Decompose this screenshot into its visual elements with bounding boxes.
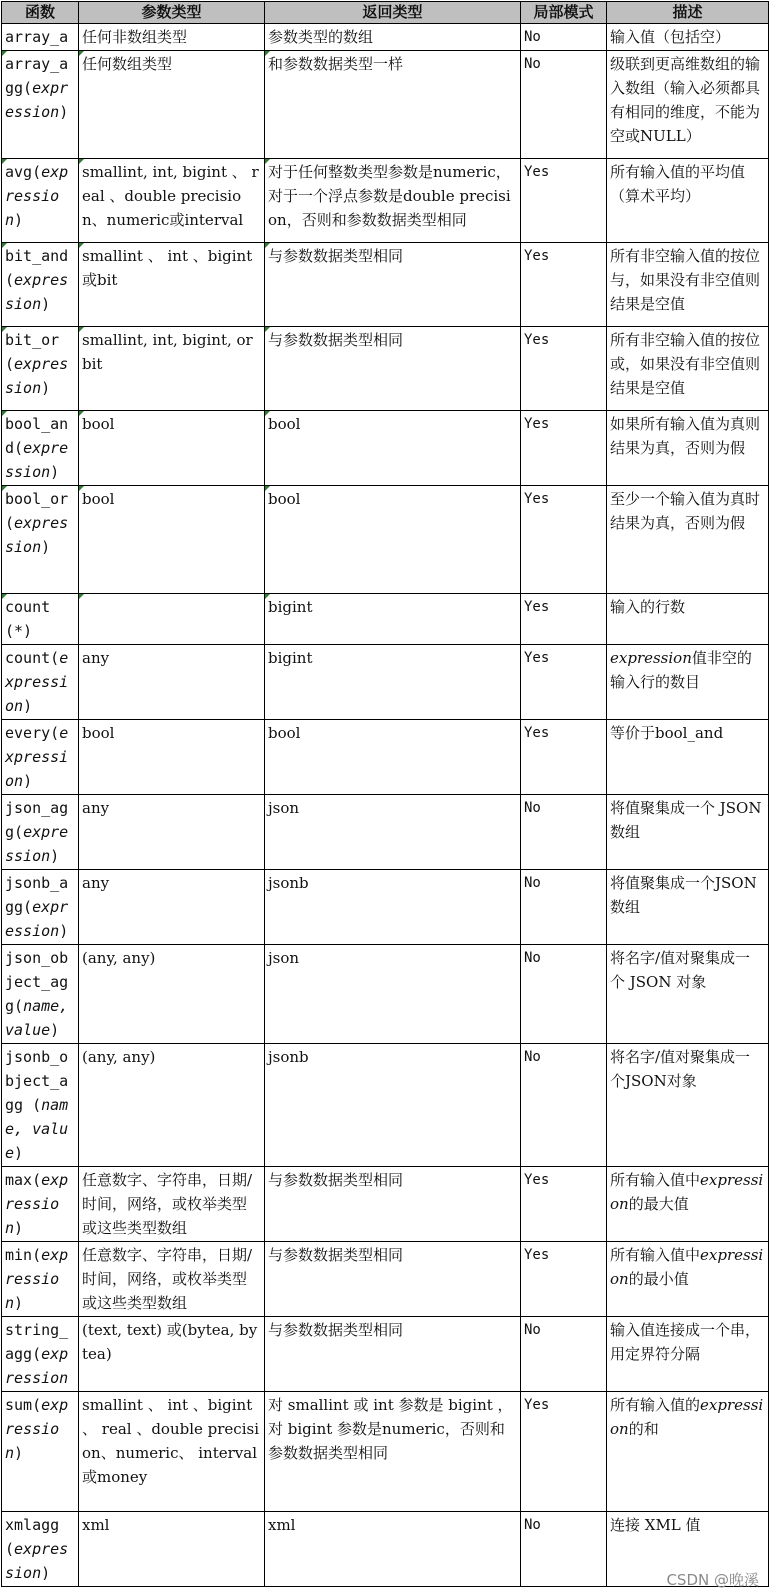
watermark: CSDN @晚溪 bbox=[666, 1571, 759, 1589]
cell-partial-mode: No bbox=[521, 1512, 607, 1587]
function-close-paren: ) bbox=[41, 379, 51, 397]
function-name: min( bbox=[5, 1246, 42, 1264]
cell-description bbox=[607, 1044, 769, 1167]
function-name: jsonb_agg( bbox=[5, 874, 69, 916]
cell-argument-type: any bbox=[79, 795, 265, 870]
function-argument: expression bbox=[5, 163, 69, 229]
cell-return-type: bigint bbox=[265, 594, 521, 645]
cell-partial-mode: Yes bbox=[521, 327, 607, 411]
cell-return-type: json bbox=[265, 945, 521, 1044]
function-name: xmlagg( bbox=[5, 1516, 60, 1558]
table-row bbox=[2, 243, 769, 327]
function-close-paren: ) bbox=[41, 295, 51, 313]
table-row bbox=[2, 795, 769, 870]
cell-argument-type: (text, text) 或(bytea, bytea) bbox=[79, 1317, 265, 1392]
cell-argument-type: 任意数字、字符串，日期/时间，网络，或枚举类型或这些类型数组 bbox=[79, 1242, 265, 1317]
header-return-type: 返回类型 bbox=[265, 2, 521, 24]
cell-description bbox=[607, 720, 769, 795]
table-row bbox=[2, 1242, 769, 1317]
table-row bbox=[2, 1512, 769, 1587]
cell-partial-mode: No bbox=[521, 24, 607, 51]
function-argument: expression bbox=[5, 1396, 69, 1462]
cell-description bbox=[607, 486, 769, 594]
description-post: 的和 bbox=[628, 1420, 659, 1438]
function-close-paren: ) bbox=[23, 772, 33, 790]
cell-return-type: jsonb bbox=[265, 870, 521, 945]
table-row bbox=[2, 720, 769, 795]
cell-argument-type: any bbox=[79, 645, 265, 720]
cell-argument-type: smallint 、 int 、bigint或bit bbox=[79, 243, 265, 327]
description-pre: 输入的行数 bbox=[610, 598, 686, 616]
cell-description bbox=[607, 870, 769, 945]
description-pre: 将名字/值对聚集成一个JSON对象 bbox=[610, 1048, 751, 1090]
table-row bbox=[2, 159, 769, 243]
cell-description bbox=[607, 411, 769, 486]
table-row bbox=[2, 411, 769, 486]
cell-argument-type: (any, any) bbox=[79, 945, 265, 1044]
description-pre: 等价于bool_and bbox=[610, 724, 724, 742]
function-argument: expression bbox=[5, 439, 69, 481]
cell-description bbox=[607, 1242, 769, 1317]
cell-function bbox=[2, 159, 79, 243]
header-description: 描述 bbox=[607, 2, 769, 24]
function-close-paren: ) bbox=[14, 1144, 24, 1162]
cell-description bbox=[607, 594, 769, 645]
cell-argument-type: any bbox=[79, 870, 265, 945]
function-close-paren: ) bbox=[50, 847, 60, 865]
cell-return-type: 参数类型的数组 bbox=[265, 24, 521, 51]
function-name: max( bbox=[5, 1171, 42, 1189]
cell-argument-type: 任何非数组类型 bbox=[79, 24, 265, 51]
function-argument: expression bbox=[5, 1540, 69, 1582]
cell-return-type: 与参数数据类型相同 bbox=[265, 1167, 521, 1242]
table-row bbox=[2, 486, 769, 594]
function-name: count( bbox=[5, 649, 60, 667]
cell-return-type: 对于任何整数类型参数是numeric，对于一个浮点参数是double precision，否则和参数数据类型相同 bbox=[265, 159, 521, 243]
cell-argument-type: bool bbox=[79, 411, 265, 486]
cell-partial-mode: Yes bbox=[521, 159, 607, 243]
cell-return-type: 与参数数据类型相同 bbox=[265, 1242, 521, 1317]
cell-description bbox=[607, 645, 769, 720]
function-name: every( bbox=[5, 724, 60, 742]
function-argument: expression bbox=[5, 724, 69, 790]
cell-description bbox=[607, 1392, 769, 1512]
function-close-paren: ) bbox=[14, 1219, 24, 1237]
function-close-paren: ) bbox=[59, 103, 69, 121]
cell-description bbox=[607, 243, 769, 327]
cell-partial-mode: No bbox=[521, 870, 607, 945]
function-name: bool_and( bbox=[5, 415, 69, 457]
table-row bbox=[2, 1044, 769, 1167]
description-pre: 将值聚集成一个JSON数组 bbox=[610, 874, 757, 916]
description-italic: expression bbox=[610, 649, 692, 667]
description-pre: 所有输入值的平均值（算术平均） bbox=[610, 163, 746, 205]
cell-partial-mode: Yes bbox=[521, 1392, 607, 1512]
function-name: avg( bbox=[5, 163, 42, 181]
function-close-paren: ) bbox=[14, 1294, 24, 1312]
cell-description bbox=[607, 51, 769, 159]
cell-function bbox=[2, 51, 79, 159]
cell-partial-mode: Yes bbox=[521, 411, 607, 486]
cell-description bbox=[607, 795, 769, 870]
table-row bbox=[2, 1392, 769, 1512]
table-body bbox=[2, 24, 769, 1587]
function-close-paren: ) bbox=[41, 538, 51, 556]
cell-function bbox=[2, 645, 79, 720]
table-row bbox=[2, 870, 769, 945]
description-pre: 连接 XML 值 bbox=[610, 1516, 701, 1534]
function-argument: expression bbox=[5, 79, 69, 121]
cell-argument-type: 任意数字、字符串，日期/时间，网络，或枚举类型或这些类型数组 bbox=[79, 1167, 265, 1242]
description-italic: expression bbox=[610, 1171, 764, 1213]
cell-return-type: bool bbox=[265, 411, 521, 486]
description-post: 的最大值 bbox=[628, 1195, 689, 1213]
function-close-paren: ) bbox=[23, 697, 33, 715]
table-row bbox=[2, 51, 769, 159]
cell-return-type: bool bbox=[265, 720, 521, 795]
table-row bbox=[2, 1317, 769, 1392]
function-name: array_agg( bbox=[5, 55, 69, 97]
function-name: bit_and( bbox=[5, 247, 69, 289]
cell-function bbox=[2, 870, 79, 945]
function-argument: expression bbox=[5, 649, 69, 715]
cell-function bbox=[2, 1044, 79, 1167]
cell-function bbox=[2, 411, 79, 486]
function-argument: name, value bbox=[5, 997, 69, 1039]
table-row bbox=[2, 24, 769, 51]
function-argument: expression bbox=[5, 271, 69, 313]
table-row bbox=[2, 327, 769, 411]
cell-function bbox=[2, 327, 79, 411]
cell-partial-mode: Yes bbox=[521, 720, 607, 795]
cell-argument-type: xml bbox=[79, 1512, 265, 1587]
cell-return-type: bigint bbox=[265, 645, 521, 720]
cell-function bbox=[2, 24, 79, 51]
description-pre: 至少一个输入值为真时结果为真，否则为假 bbox=[610, 490, 761, 532]
description-pre: 输入值（包括空） bbox=[610, 28, 731, 46]
function-close-paren: ) bbox=[50, 463, 60, 481]
cell-return-type: 对 smallint 或 int 参数是 bigint ，对 bigint 参数是numeric，否则和参数数据类型相同 bbox=[265, 1392, 521, 1512]
table-row bbox=[2, 594, 769, 645]
cell-return-type: 与参数数据类型相同 bbox=[265, 1317, 521, 1392]
table-row bbox=[2, 1167, 769, 1242]
header-function: 函数 bbox=[2, 2, 79, 24]
cell-partial-mode: Yes bbox=[521, 486, 607, 594]
cell-description bbox=[607, 945, 769, 1044]
description-italic: expression bbox=[610, 1246, 764, 1288]
cell-function bbox=[2, 1392, 79, 1512]
description-pre: 所有输入值的 bbox=[610, 1396, 701, 1414]
function-name: jsonb_object_agg ( bbox=[5, 1048, 69, 1114]
cell-return-type: bool bbox=[265, 486, 521, 594]
cell-function bbox=[2, 720, 79, 795]
description-pre: 所有非空输入值的按位与，如果没有非空值则结果是空值 bbox=[610, 247, 761, 313]
function-name: bit_or( bbox=[5, 331, 60, 373]
cell-partial-mode: No bbox=[521, 51, 607, 159]
cell-partial-mode: Yes bbox=[521, 645, 607, 720]
header-argument-type: 参数类型 bbox=[79, 2, 265, 24]
function-name: sum( bbox=[5, 1396, 42, 1414]
cell-function bbox=[2, 1167, 79, 1242]
cell-argument-type: bool bbox=[79, 486, 265, 594]
description-pre: 如果所有输入值为真则结果为真，否则为假 bbox=[610, 415, 761, 457]
cell-argument-type bbox=[79, 594, 265, 645]
cell-return-type: 与参数数据类型相同 bbox=[265, 327, 521, 411]
cell-function bbox=[2, 486, 79, 594]
cell-partial-mode: Yes bbox=[521, 594, 607, 645]
function-name: json_agg( bbox=[5, 799, 69, 841]
cell-argument-type: smallint 、 int 、bigint 、 real 、double precision、numeric、 interval或money bbox=[79, 1392, 265, 1512]
cell-description bbox=[607, 1317, 769, 1392]
function-name: bool_or( bbox=[5, 490, 69, 532]
function-name: string_agg( bbox=[5, 1321, 69, 1363]
description-pre: 将名字/值对聚集成一个 JSON 对象 bbox=[610, 949, 751, 991]
function-close-paren: ) bbox=[14, 1444, 24, 1462]
cell-argument-type: smallint, int, bigint, or bit bbox=[79, 327, 265, 411]
cell-partial-mode: No bbox=[521, 1317, 607, 1392]
description-italic: expression bbox=[610, 1396, 764, 1438]
function-argument: expression bbox=[5, 1246, 69, 1312]
description-pre: 所有输入值中 bbox=[610, 1246, 701, 1264]
table-row bbox=[2, 945, 769, 1044]
table-row bbox=[2, 645, 769, 720]
function-argument: expression bbox=[5, 1171, 69, 1237]
cell-function bbox=[2, 1242, 79, 1317]
function-argument: name, value bbox=[5, 1096, 69, 1162]
cell-function bbox=[2, 243, 79, 327]
cell-partial-mode: Yes bbox=[521, 243, 607, 327]
function-close-paren: ) bbox=[14, 211, 24, 229]
aggregate-functions-table bbox=[1, 1, 769, 1587]
cell-return-type: 和参数数据类型一样 bbox=[265, 51, 521, 159]
header-partial-mode: 局部模式 bbox=[521, 2, 607, 24]
function-name: count(*) bbox=[5, 598, 51, 640]
cell-description bbox=[607, 1167, 769, 1242]
cell-return-type: jsonb bbox=[265, 1044, 521, 1167]
function-close-paren: ) bbox=[59, 922, 69, 940]
cell-argument-type: (any, any) bbox=[79, 1044, 265, 1167]
description-pre: 所有非空输入值的按位或，如果没有非空值则结果是空值 bbox=[610, 331, 761, 397]
function-argument: expression bbox=[5, 1345, 69, 1387]
cell-partial-mode: No bbox=[521, 1044, 607, 1167]
cell-function bbox=[2, 594, 79, 645]
cell-argument-type: 任何数组类型 bbox=[79, 51, 265, 159]
function-name: array_a bbox=[5, 28, 69, 46]
function-argument: expression bbox=[5, 823, 69, 865]
cell-partial-mode: No bbox=[521, 795, 607, 870]
cell-return-type: 与参数数据类型相同 bbox=[265, 243, 521, 327]
description-pre: 所有输入值中 bbox=[610, 1171, 701, 1189]
cell-function bbox=[2, 795, 79, 870]
cell-partial-mode: Yes bbox=[521, 1242, 607, 1317]
function-name: json_object_agg( bbox=[5, 949, 69, 1015]
cell-return-type: json bbox=[265, 795, 521, 870]
cell-function bbox=[2, 1512, 79, 1587]
function-close-paren: ) bbox=[50, 1021, 60, 1039]
description-post: 值非空的输入行的数目 bbox=[610, 649, 752, 691]
function-close-paren: ) bbox=[41, 1564, 51, 1582]
cell-partial-mode: Yes bbox=[521, 1167, 607, 1242]
cell-partial-mode: No bbox=[521, 945, 607, 1044]
cell-description bbox=[607, 327, 769, 411]
function-argument: expression bbox=[5, 514, 69, 556]
description-pre: 输入值连接成一个串，用定界符分隔 bbox=[610, 1321, 761, 1363]
cell-argument-type: bool bbox=[79, 720, 265, 795]
description-pre: 将值聚集成一个 JSON 数组 bbox=[610, 799, 762, 841]
function-argument: expression bbox=[5, 355, 69, 397]
cell-description bbox=[607, 159, 769, 243]
description-post: 的最小值 bbox=[628, 1270, 689, 1288]
cell-argument-type: smallint, int, bigint 、 real 、double precision、numeric或interval bbox=[79, 159, 265, 243]
cell-description bbox=[607, 24, 769, 51]
header-row bbox=[2, 2, 769, 24]
function-argument: expression bbox=[5, 898, 69, 940]
cell-function bbox=[2, 945, 79, 1044]
description-pre: 级联到更高维数组的输入数组（输入必须都具有相同的维度，不能为空或NULL） bbox=[610, 55, 761, 145]
cell-function bbox=[2, 1317, 79, 1392]
cell-return-type: xml bbox=[265, 1512, 521, 1587]
